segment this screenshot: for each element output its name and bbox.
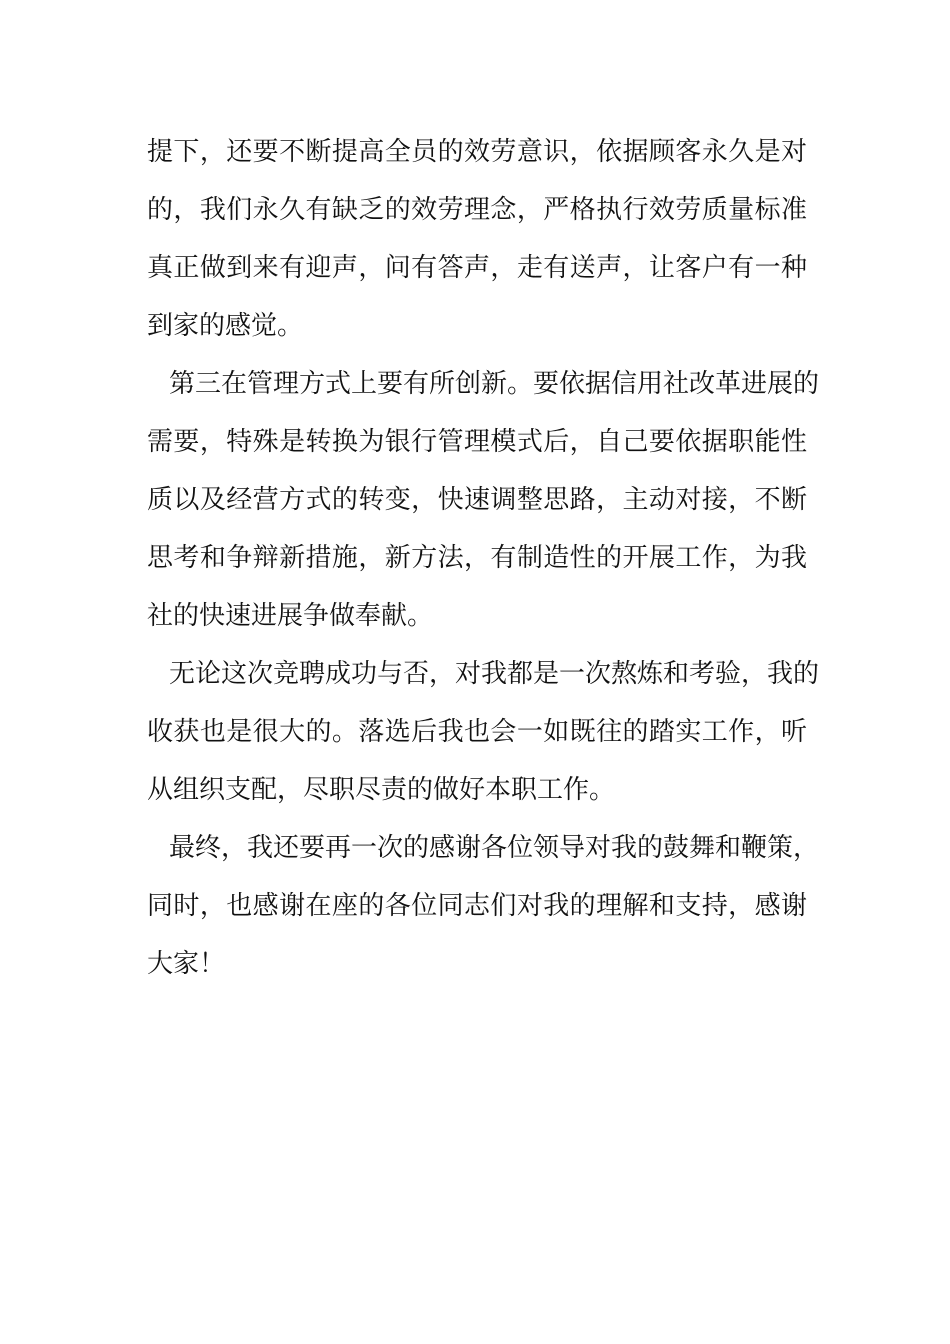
text-line: 提下，还要不断提高全员的效劳意识，依据顾客永久是对 <box>147 137 807 167</box>
text-line: 思考和争辩新措施，新方法，有制造性的开展工作，为我 <box>147 543 807 573</box>
paragraph-1 <box>147 123 807 355</box>
text-line: 的，我们永久有缺乏的效劳理念，严格执行效劳质量标准 <box>147 195 807 225</box>
paragraph-4 <box>147 819 820 993</box>
paragraph-3 <box>147 645 820 819</box>
text-line: 真正做到来有迎声，问有答声，走有送声，让客户有一种 <box>147 253 807 283</box>
text-line: 质以及经营方式的转变，快速调整思路，主动对接，不断 <box>147 485 807 515</box>
text-line: 同时，也感谢在座的各位同志们对我的理解和支持，感谢 <box>147 891 807 921</box>
text-line: 需要，特殊是转换为银行管理模式后，自己要依据职能性 <box>147 427 807 457</box>
text-line: 无论这次竞聘成功与否，对我都是一次熬炼和考验，我的 <box>169 659 820 689</box>
text-line: 到家的感觉。 <box>147 311 304 341</box>
text-line: 最终，我还要再一次的感谢各位领导对我的鼓舞和鞭策， <box>169 833 820 863</box>
text-line: 社的快速进展争做奉献。 <box>147 601 434 631</box>
text-line: 第三在管理方式上要有所创新。要依据信用社改革进展的 <box>169 369 820 399</box>
paragraph-2 <box>147 355 820 645</box>
text-line: 收获也是很大的。落选后我也会一如既往的踏实工作，听 <box>147 717 807 747</box>
document-body <box>147 123 820 993</box>
text-line: 大家！ <box>147 949 226 979</box>
text-line: 从组织支配，尽职尽责的做好本职工作。 <box>147 775 616 805</box>
